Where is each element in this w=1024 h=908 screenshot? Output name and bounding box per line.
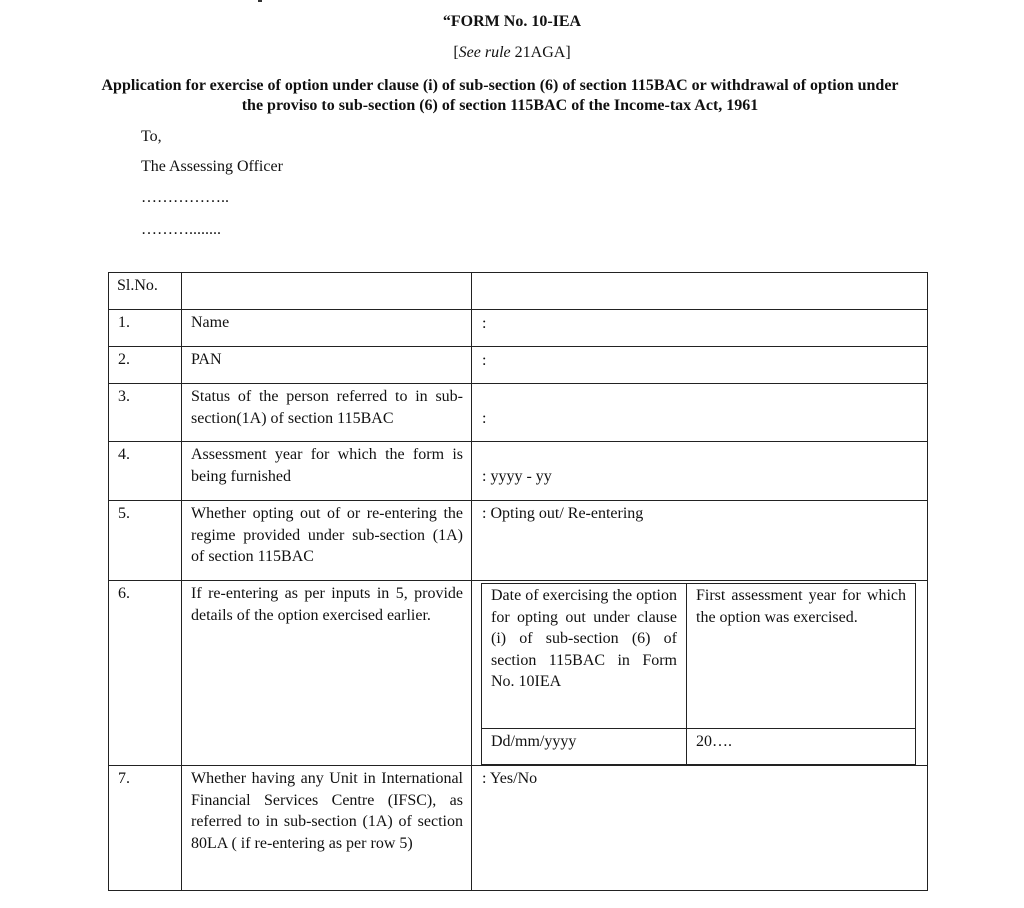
row-4-label: Assessment year for which the form is being furnished xyxy=(191,446,463,485)
table-line xyxy=(108,272,109,891)
row-2-label: PAN xyxy=(191,351,222,368)
row-3-sl: 3. xyxy=(118,388,130,405)
form-heading: Application for exercise of option under clause (i) of sub-section (6) of section 115BAC or withdrawal of option under the proviso to sub-section (6) of section 115BAC of the Income-tax Act, 1961 xyxy=(101,77,899,114)
address-to: To, xyxy=(141,128,162,145)
row-4-value[interactable]: : yyyy - yy xyxy=(482,468,552,485)
address-officer: The Assessing Officer xyxy=(141,158,283,175)
row-3-label: Status of the person referred to in sub-section(1A) of section 115BAC xyxy=(191,388,463,427)
rule-reference xyxy=(0,44,1024,62)
table-line xyxy=(108,346,928,347)
table-line xyxy=(927,272,928,891)
rule-prefix: [ xyxy=(453,44,459,61)
row-6-label: If re-entering as per inputs in 5, provide details of the option exercised earlier. xyxy=(191,585,463,624)
table-line xyxy=(108,309,928,310)
row-7-label: Whether having any Unit in International Financial Services Centre (IFSC), as referred to in sub-section (1A) of section 80LA ( if re-entering as per row 5) xyxy=(191,770,463,852)
header-sl-no: Sl.No. xyxy=(117,277,158,294)
row-6-date-header: Date of exercising the option for opting out under clause (i) of sub-section (6) of section 115BAC in Form No. 10IEA xyxy=(491,587,677,690)
row-6-year-header: First assessment year for which the option was exercised. xyxy=(696,587,906,626)
subtable-line xyxy=(481,583,916,584)
row-5-label: Whether opting out of or re-entering the regime provided under sub-section (1A) of section 115BAC xyxy=(191,505,463,565)
subtable-line xyxy=(915,583,916,765)
subtable-line xyxy=(481,728,916,729)
table-line xyxy=(108,765,928,766)
table-line xyxy=(108,383,928,384)
scan-mark xyxy=(258,0,262,2)
rule-suffix: 21AGA] xyxy=(510,44,571,61)
table-line xyxy=(108,272,928,273)
subtable-line xyxy=(481,583,482,765)
row-4-sl: 4. xyxy=(118,446,130,463)
address-line-1: …………….. xyxy=(141,189,229,206)
table-line xyxy=(108,890,928,891)
row-2-value[interactable]: : xyxy=(482,352,487,369)
form-title: “FORM No. 10-IEA xyxy=(442,13,582,30)
table-line xyxy=(471,272,472,891)
table-line xyxy=(181,272,182,891)
table-line xyxy=(108,580,928,581)
address-line-2: ………........ xyxy=(141,221,221,238)
row-6-year-value[interactable]: 20…. xyxy=(696,733,732,750)
row-7-sl: 7. xyxy=(118,770,130,787)
row-5-value[interactable]: : Opting out/ Re-entering xyxy=(482,505,644,522)
row-5-sl: 5. xyxy=(118,505,130,522)
rule-italic: See rule xyxy=(458,44,511,61)
subtable-line xyxy=(686,583,687,765)
row-6-date-value[interactable]: Dd/mm/yyyy xyxy=(491,733,577,750)
row-7-value[interactable]: : Yes/No xyxy=(482,770,538,787)
row-6-sl: 6. xyxy=(118,585,130,602)
row-2-sl: 2. xyxy=(118,351,130,368)
table-line xyxy=(108,441,928,442)
subtable-line xyxy=(481,764,916,765)
table-line xyxy=(108,500,928,501)
row-1-value[interactable]: : xyxy=(482,315,487,332)
row-1-sl: 1. xyxy=(118,314,130,331)
row-1-label: Name xyxy=(191,314,230,331)
row-3-value[interactable]: : xyxy=(482,410,487,427)
